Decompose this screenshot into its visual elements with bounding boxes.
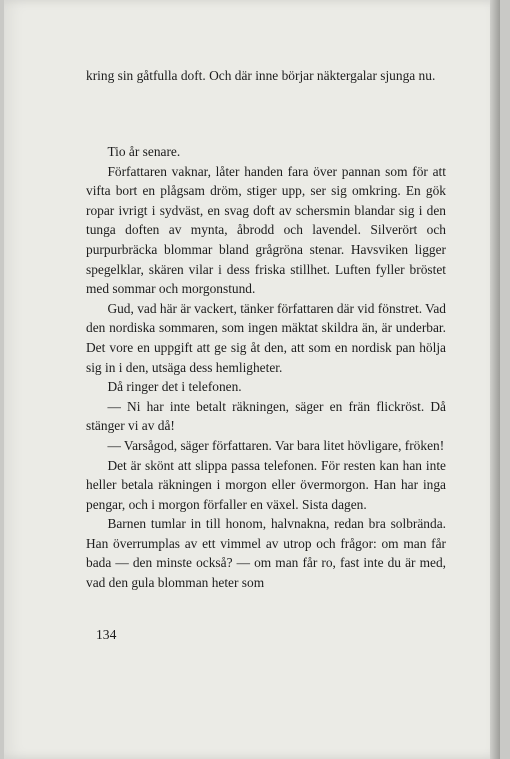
paragraph-8: Barnen tumlar in till honom, halvnakna, redan bra solbrända. Han överrumplas av ett vimmel av utrop och frågor: om man får bada — den minste också? — om man får ro, fast inte du är med, vad den gula blomman heter som (86, 516, 446, 591)
paragraph-2: Författaren vaknar, låter handen fara över pannan som för att vifta bort en plågsam dröm, stiger upp, ser sig omkring. En gök ropar ivrigt i sydväst, en svag doft av schersmin blandar sig i den tunga doften av mynta, åbrodd och lavendel. Silverört och purpurbräcka blommar bland grågröna stenar. Havsviken ligger spegelklar, skären vilar i dess friska stillhet. Luften fyller bröstet med sommar och morgonstund. (86, 163, 446, 297)
paragraph-7: Det är skönt att slippa passa telefonen. För resten kan han inte heller betala räkningen i morgon eller övermorgon. Han har inga pengar, och i morgon förfaller en växel. Sista dagen. (86, 457, 446, 512)
paragraph-1: Tio år senare. (107, 144, 181, 159)
paragraph-6: — Varsågod, säger författaren. Var bara litet hövligare, fröken! (107, 437, 445, 453)
paragraph-5: — Ni har inte betalt räkningen, säger en frän flickröst. Då stänger vi av då! (86, 398, 446, 434)
page-number: 134 (96, 627, 117, 642)
paragraph-4: Då ringer det i telefonen. (107, 379, 242, 395)
paragraph-3: Gud, vad här är vackert, tänker författaren där vid fönstret. Vad den nordiska sommaren, som ingen mäktat skildra än, är underbar. Det vore en uppgift att ge sig åt den, att som en nordisk pan hölja sig in i den, utsäga dess hemligheter. (86, 300, 446, 375)
paragraph-top: kring sin gåtfulla doft. Och där inne börjar näktergalar sjunga nu. (86, 68, 436, 83)
page-edge-shadow (490, 0, 500, 759)
top-text-block (86, 66, 446, 86)
book-page (4, 0, 500, 759)
main-text-block (86, 142, 446, 593)
